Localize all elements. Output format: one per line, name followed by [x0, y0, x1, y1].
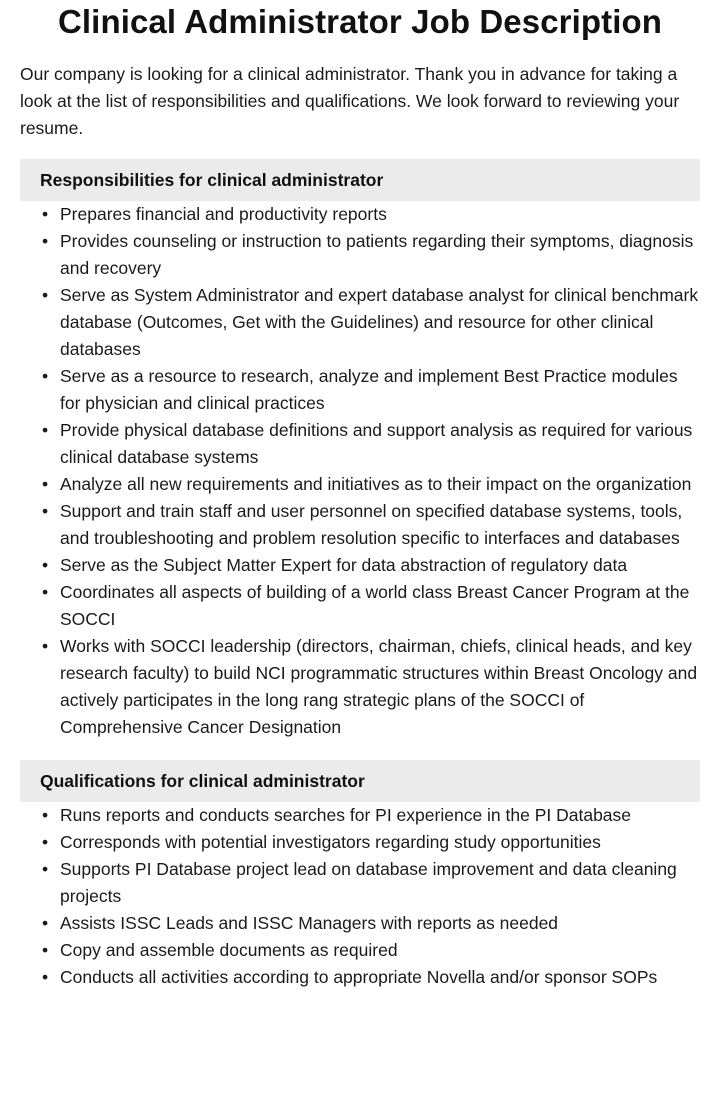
list-item-text: Conducts all activities according to appropriate Novella and/or sponsor SOPs	[60, 967, 658, 987]
bullet-icon: •	[42, 555, 49, 575]
list-item-text: Prepares financial and productivity reports	[60, 204, 387, 224]
responsibilities-heading: Responsibilities for clinical administrator	[20, 159, 700, 201]
list-item	[20, 579, 700, 633]
list-item	[20, 282, 700, 363]
list-item-text: Corresponds with potential investigators regarding study opportunities	[60, 832, 601, 852]
list-item-text: Runs reports and conducts searches for PI experience in the PI Database	[60, 805, 632, 825]
list-item	[20, 363, 700, 417]
bullet-icon: •	[42, 859, 49, 879]
bullet-icon: •	[42, 366, 49, 386]
list-item	[20, 228, 700, 282]
list-item-text: Provide physical database definitions and support analysis as required for various clinical database systems	[60, 420, 693, 467]
bullet-icon: •	[42, 940, 49, 960]
list-item-text: Supports PI Database project lead on database improvement and data cleaning projects	[60, 859, 677, 906]
bullet-icon: •	[42, 805, 49, 825]
bullet-icon: •	[42, 231, 49, 251]
responsibilities-list	[20, 201, 700, 741]
list-item	[20, 964, 700, 991]
list-item-text: Support and train staff and user personnel on specified database systems, tools, and troubleshooting and problem resolution specific to interfaces and databases	[60, 501, 683, 548]
list-item	[20, 471, 700, 498]
list-item-text: Coordinates all aspects of building of a world class Breast Cancer Program at the SOCCI	[60, 582, 690, 629]
list-item	[20, 201, 700, 228]
bullet-icon: •	[42, 501, 49, 521]
page-title: Clinical Administrator Job Description	[57, 3, 662, 40]
list-item-text: Provides counseling or instruction to patients regarding their symptoms, diagnosis and recovery	[60, 231, 694, 278]
list-item-text: Serve as a resource to research, analyze and implement Best Practice modules for physician and clinical practices	[60, 366, 678, 413]
list-item	[20, 829, 700, 856]
bullet-icon: •	[42, 582, 49, 602]
list-item-text: Serve as the Subject Matter Expert for data abstraction of regulatory data	[60, 555, 628, 575]
qualifications-heading: Qualifications for clinical administrator	[20, 760, 700, 802]
bullet-icon: •	[42, 204, 49, 224]
bullet-icon: •	[42, 474, 49, 494]
list-item	[20, 802, 700, 829]
bullet-icon: •	[42, 913, 49, 933]
bullet-icon: •	[42, 967, 49, 987]
list-item-text: Analyze all new requirements and initiatives as to their impact on the organization	[60, 474, 692, 494]
list-item-text: Copy and assemble documents as required	[60, 940, 398, 960]
intro-paragraph: Our company is looking for a clinical administrator. Thank you in advance for taking a look at the list of responsibilities and qualifications. We look forward to reviewing your resume.	[20, 64, 680, 138]
bullet-icon: •	[42, 285, 49, 305]
bullet-icon: •	[42, 832, 49, 852]
list-item	[20, 417, 700, 471]
list-item	[20, 937, 700, 964]
bullet-icon: •	[42, 636, 49, 656]
list-item-text: Assists ISSC Leads and ISSC Managers with reports as needed	[60, 913, 559, 933]
qualifications-list	[20, 802, 700, 991]
list-item-text: Serve as System Administrator and expert database analyst for clinical benchmark database (Outcomes, Get with the Guidelines) and resource for other clinical databases	[60, 285, 699, 359]
list-item	[20, 910, 700, 937]
list-item-text: Works with SOCCI leadership (directors, chairman, chiefs, clinical heads, and key research faculty) to build NCI programmatic structures within Breast Oncology and actively participates in the long rang strategic plans of the SOCCI of Comprehensive Cancer Designation	[60, 636, 698, 737]
list-item	[20, 552, 700, 579]
list-item	[20, 856, 700, 910]
list-item	[20, 498, 700, 552]
list-item	[20, 633, 700, 741]
bullet-icon: •	[42, 420, 49, 440]
